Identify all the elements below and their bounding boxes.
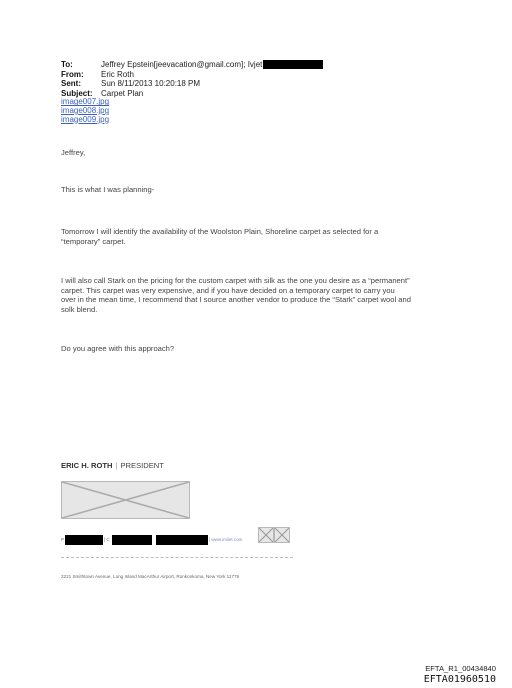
signature-address: 2221 Smithtown Avenue, Long Island MacArthur Airport, Ronkonkoma, New York 11779 — [61, 574, 240, 579]
paragraph-4: Do you agree with this approach? — [61, 344, 175, 353]
redaction-box — [156, 535, 208, 545]
logo-image-placeholder — [61, 481, 190, 519]
signature-line — [61, 461, 164, 470]
subject-label: Subject: — [61, 88, 93, 98]
from-row — [61, 70, 323, 80]
cell-prefix: | C — [104, 537, 110, 542]
to-label: To: — [61, 60, 73, 69]
attachment-link-3[interactable]: image009.jpg — [61, 114, 110, 124]
document-reference-1: EFTA_R1_00434840 — [425, 664, 496, 673]
signature-separator: | — [115, 461, 118, 470]
from-label: From: — [61, 69, 84, 79]
sent-value: Sun 8/11/2013 10:20:18 PM — [101, 79, 201, 89]
paragraph-3: I will also call Stark on the pricing for the custom carpet with silk as the one you desire as a “permanent” carpet. This carpet was very expensive, and if you have decided on a temporary carpet to carry you over in the mean time, I recommend that I source another vendor to produce the “Stark” carpet wool and solk blend. — [61, 276, 411, 314]
paragraph-1: This is what I was planning- — [61, 185, 155, 194]
email-header — [61, 60, 323, 124]
website-link[interactable]: | www.imilet.com — [209, 537, 243, 542]
social-icon-placeholder[interactable] — [274, 527, 290, 543]
placeholder-cross-icon — [62, 482, 189, 518]
greeting: Jeffrey, — [61, 148, 86, 157]
from-value: Eric Roth — [101, 69, 134, 79]
redaction-box — [263, 60, 323, 69]
sent-row — [61, 79, 323, 89]
social-icon-placeholder[interactable] — [258, 527, 274, 543]
placeholder-cross-icon — [275, 528, 289, 542]
signature-name: ERIC H. ROTH — [61, 461, 113, 470]
signature-title: PRESIDENT — [120, 461, 164, 470]
to-value: Jeffrey Epstein[jeevacation@gmail.com]; Ivjet — [101, 60, 263, 69]
to-row — [61, 60, 323, 70]
attachment-link-1[interactable]: image007.jpg — [61, 97, 110, 107]
sent-label: Sent: — [61, 79, 81, 89]
redaction-box — [65, 535, 103, 545]
placeholder-cross-icon — [259, 528, 273, 542]
redaction-box — [112, 535, 152, 545]
subject-value: Carpet Plan — [101, 88, 144, 98]
paragraph-2: Tomorrow I will identify the availability of the Woolston Plain, Shoreline carpet as selected for a “temporary” carpet. — [61, 227, 379, 246]
signature-divider — [61, 557, 293, 558]
phone-prefix: P — [61, 537, 65, 542]
attachment-link-2[interactable]: image008.jpg — [61, 105, 110, 115]
document-reference-2: EFTA01960510 — [423, 674, 496, 685]
